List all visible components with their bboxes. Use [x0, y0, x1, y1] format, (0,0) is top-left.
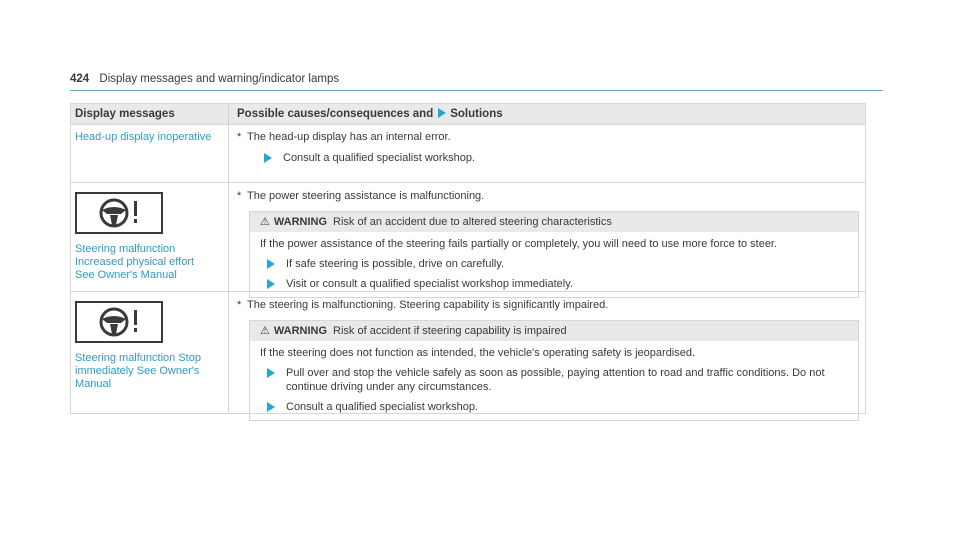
cause-text: * The head-up display has an internal error. — [237, 131, 451, 143]
page-number: 424 — [70, 73, 90, 85]
table-row — [71, 182, 865, 291]
warning-header: ⚠ WARNING Risk of accident if steering capability is impaired — [250, 321, 858, 341]
page-header — [70, 73, 883, 91]
warning-box — [249, 320, 859, 421]
arrow-right-icon — [267, 259, 275, 269]
solution-item: Consult a qualified specialist workshop. — [267, 400, 848, 414]
solution-item: If safe steering is possible, drive on carefully. — [267, 257, 848, 271]
warning-box — [249, 211, 859, 298]
cause-text: * The steering is malfunctioning. Steering capability is significantly impaired. — [237, 299, 609, 311]
column-header-causes — [229, 104, 865, 124]
display-message: Steering malfunction Stop immediately See Owner's Manual — [75, 352, 201, 390]
warning-text: If the steering does not function as intended, the vehicle's operating safety is jeopardised. — [260, 347, 696, 359]
solution-item: Consult a qualified specialist workshop. — [264, 151, 859, 165]
column-header-messages: Display messages — [71, 104, 229, 124]
solution-item: Pull over and stop the vehicle safely as soon as possible, paying attention to road and traffic conditions. Do not continue driving under any circumstances. — [267, 366, 848, 394]
column-header-causes-label: Possible causes/consequences and — [237, 108, 434, 120]
table-header-row — [71, 104, 865, 124]
table-row — [71, 291, 865, 413]
arrow-right-icon — [438, 108, 446, 118]
page-title: Display messages and warning/indicator lamps — [99, 73, 340, 85]
steering-wheel-warning-icon — [75, 301, 163, 343]
arrow-right-icon — [267, 368, 275, 378]
solution-item: Visit or consult a qualified specialist workshop immediately. — [267, 277, 848, 291]
warning-triangle-icon: ⚠ — [260, 325, 270, 337]
arrow-right-icon — [267, 279, 275, 289]
display-message: Steering malfunction Increased physical effort See Owner's Manual — [75, 243, 195, 281]
arrow-right-icon — [264, 153, 272, 163]
steering-wheel-warning-icon — [75, 192, 163, 234]
warning-triangle-icon: ⚠ — [260, 216, 270, 228]
display-messages-table — [70, 103, 866, 414]
display-message: Head-up display inoperative — [75, 131, 212, 143]
arrow-right-icon — [267, 402, 275, 412]
warning-header: ⚠ WARNING Risk of an accident due to altered steering characteristics — [250, 212, 858, 232]
table-row — [71, 124, 865, 182]
column-header-solutions-label: Solutions — [450, 108, 503, 120]
warning-text: If the power assistance of the steering fails partially or completely, you will need to use more force to steer. — [260, 238, 778, 250]
cause-text: * The power steering assistance is malfunctioning. — [237, 190, 485, 202]
